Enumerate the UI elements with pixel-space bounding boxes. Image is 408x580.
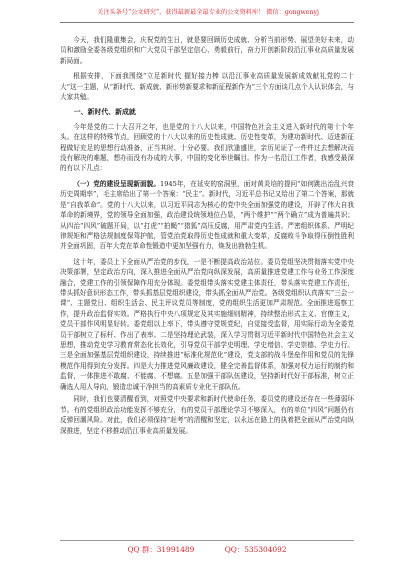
header-divider xyxy=(60,22,354,23)
paragraph-era: 今年是党的二十大召开之年，也是党的十八大以来，中国特色社会主义进入新时代的第十个年头。在这样的特殊节点，回顾党的十八大以来的历史性成就、历史性变革，为建功新时代、迈进新征程做好充足的思想行动准备，正当其时、十分必要。我们欣逢盛世，亲历见证了一件件过去想解决而没有解决的难题，想办而没有办成的大事，中国的变化举世瞩目。作为一名沿江工作者，我感受最深的有以下几点： xyxy=(60,122,354,173)
promo-banner: 关注头条号“公文研究”，获得最新最全最专业的公文资料库！ 微信：gongwenyj xyxy=(97,9,319,16)
footer-contacts xyxy=(60,545,354,555)
paragraph-reflection: 同时，我们也要清醒看到，对照党中央要求和新时代使命任务，委员党的建设还存在一些薄弱环节。有的党组织政治功能发挥不够充分，有的党员干部理论学习不够深入，有的单位“四风”问题仍有反弹回潮风险。对此，我们必须保持“赶考”的清醒和坚定，以永远在路上的执着把全面从严治党向纵深推进，坚定不移推动沿江事业高质量发展。 xyxy=(60,395,354,435)
qq-number: QQ：535304092 xyxy=(224,545,287,554)
paragraph-party-building xyxy=(60,179,354,252)
paragraph-theme: 根据安排，下面我围绕“立足新时代 握好接力棒 以沿江事业高质量发展新成效献礼党的二十大”这一主题，从“新时代、新成就、新形势新要求和新征程新作为”三个方面谈几点个人认识体会，与大家共勉。 xyxy=(60,72,354,102)
section-heading: 一、新时代、新成就 xyxy=(73,108,136,117)
paragraph-decade: 这十年，委员上下全面从严治党的步伐，一是不断提高政治站位。委员党组坚决贯彻落实党中央决策部署，坚定政治方向，深入推进全面从严治党向纵深发展，高质量推进党建工作与业务工作深度融合，党建工作的引领保障作用充分体现。委党组带头落实党建主体责任，带头落实党建工作责任，带头抓好意识形态工作，带头抓基层党组织建设，带头抓全面从严治党。各级党组织认真落实“三会一课”、主题党日、组织生活会、民主评议党员等制度，党的组织生活更加严肃规范。全面推进巡察工作，提升政治监督实效。严格执行中央八项规定及其实施细则精神，持续整治形式主义、官僚主义，党员干部作风明显好转。委党组以上率下，带头遵守党规党纪，自觉接受监督，用实际行动为全委党员干部树立了标杆、作出了表率。二是坚持理论武装，深入学习贯彻习近平新时代中国特色社会主义思想，推动党史学习教育常态化长效化，引导党员干部学史明理、学史增信、学史崇德、学史力行。三是全面加强基层党组织建设，持续推进“标准化规范化”建设，党支部的战斗堡垒作用和党员的先锋模范作用得到充分发挥。四是大力推进党风廉政建设，健全完善监督体系，加强对权力运行的制约和监督，一体推进不敢腐、不能腐、不想腐。五是加强干部队伍建设，坚持新时代好干部标准，树立正确选人用人导向，锻造忠诚干净担当的高素质专业化干部队伍。 xyxy=(60,257,354,391)
paragraph-party-building-text: 1945年，在延安的窑洞里，面对黄炎培的提问“如何跳出治乱兴衰历史周期率”，毛主席给出了第一个答案：“民主”。新时代，习近平总书记又给出了第二个答案，那就是“自我革命”。党的十八大以来，以习近平同志为核心的党中央全面加强党的建设，开辟了伟大自我革命的新境界，党的领导全面加强，政治建设统领地位凸显，“两个维护”“两个确立”成为普遍共识；从四治“四风”破题开局，以“打虎”“拍蝇”“猎狐”高压反腐，用严肃党内生活、严密组织体系、严明纪律规矩和严格法规制度保驾护航，管党治党取得历史性成就和重大变革，反腐败斗争取得压倒性胜利并全面巩固，百年大党在革命性锻造中更加坚强有力，焕发出勃勃生机。 xyxy=(60,179,354,251)
subsection-title: （一）党的建设呈现新面貌。 xyxy=(73,179,161,188)
paragraph-intro: 今天，我们隆重集会，庆祝党的生日，就是要回顾历史成就、分析当前形势、展望美好未来，动员和激励全委各级党组织和广大党员干部坚定信心、勇毅前行，奋力开创新阶段沿江事业高质量发展新局面。 xyxy=(60,36,354,65)
qq-group-number: QQ 群：31991489 xyxy=(127,545,195,554)
footer-divider xyxy=(60,540,354,541)
document-body xyxy=(60,35,354,436)
